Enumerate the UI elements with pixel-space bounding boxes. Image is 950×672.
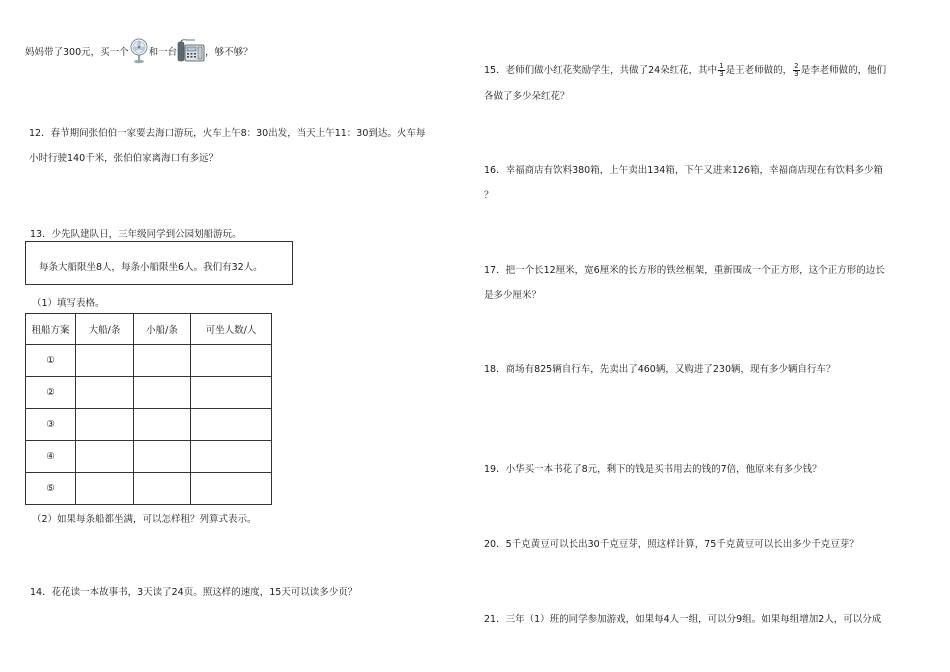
fraction-numerator: 1 (719, 62, 724, 70)
info-box-text: 每条大船限坐8人，每条小船限坐6人。我们有32人。 (39, 262, 263, 273)
question-21: 21．三年（1）班的同学参加游戏，如果每4人一组，可以分9组。如果每组增加2人，可以分成 (484, 614, 882, 625)
table-cell-empty[interactable] (76, 473, 134, 505)
table-row (26, 377, 272, 409)
fraction-denominator: 3 (794, 70, 799, 78)
table-header-cell: 租船方案 (26, 314, 76, 345)
row-label: ② (26, 377, 76, 409)
table-cell-empty[interactable] (134, 377, 191, 409)
table-cell-empty[interactable] (191, 377, 272, 409)
question-16-line2: ？ (484, 190, 494, 201)
row-label: ⑤ (26, 473, 76, 505)
fraction-two-thirds (793, 63, 799, 78)
question-14: 14．花花读一本故事书，3天读了24页。照这样的速度，15天可以读多少页？ (30, 587, 358, 598)
q15-text-c: 是李老师做的，他们 (800, 65, 887, 76)
question-17-line1: 17．把一个长12厘米，宽6厘米的长方形的铁丝框架，重新围成一个正方形，这个正方形的边长 (484, 265, 885, 276)
table-cell-empty[interactable] (191, 473, 272, 505)
table-cell-empty[interactable] (134, 409, 191, 441)
row-label: ① (26, 345, 76, 377)
boat-rental-table (25, 313, 272, 505)
question-19: 19．小华买一本书花了8元，剩下的钱是买书用去的钱的7倍，他原来有多少钱？ (484, 464, 822, 475)
table-cell-empty[interactable] (76, 377, 134, 409)
fraction-one-third (718, 63, 724, 78)
table-cell-empty[interactable] (134, 441, 191, 473)
question-13-title: 13．少先队建队日，三年级同学到公园划船游玩。 (30, 229, 242, 240)
q15-text-a: 15．老师们做小红花奖励学生，共做了24朵红花，其中 (484, 65, 718, 76)
row-label: ③ (26, 409, 76, 441)
table-cell-empty[interactable] (191, 409, 272, 441)
info-box (25, 241, 293, 285)
question-20: 20．5千克黄豆可以长出30千克豆芽，照这样计算，75千克黄豆可以长出多少千克豆芽？ (484, 539, 859, 550)
table-row (26, 345, 272, 377)
question-13-part1: （1）填写表格。 (32, 298, 105, 309)
fraction-numerator: 2 (794, 62, 799, 70)
fraction-denominator: 3 (719, 70, 724, 78)
table-cell-empty[interactable] (191, 345, 272, 377)
row-label: ④ (26, 441, 76, 473)
q11-text-3: ，够不够？ (205, 47, 253, 58)
electric-fan-icon (129, 38, 149, 67)
table-header-cell: 小船/条 (134, 314, 191, 345)
table-row (26, 473, 272, 505)
question-15-line1 (484, 62, 886, 78)
table-cell-empty[interactable] (191, 441, 272, 473)
q11-text-2: 和一台 (148, 47, 178, 58)
question-13-part2: （2）如果每条船都坐满，可以怎样租？列算式表示。 (32, 514, 257, 525)
question-18: 18．商场有825辆自行车，先卖出了460辆，又购进了230辆，现有多少辆自行车？ (484, 364, 836, 375)
table-row (26, 441, 272, 473)
table-row (26, 409, 272, 441)
question-16-line1: 16．幸福商店有饮料380箱，上午卖出134箱，下午又进来126箱，幸福商店现在有饮料多少箱 (484, 165, 883, 176)
telephone-icon (177, 39, 205, 66)
question-15-line2: 各做了多少朵红花？ (484, 91, 570, 102)
question-11 (25, 38, 253, 67)
table-cell-empty[interactable] (76, 345, 134, 377)
table-header-cell: 可坐人数/人 (191, 314, 272, 345)
table-cell-empty[interactable] (76, 441, 134, 473)
table-header-row (26, 314, 272, 345)
question-12-line1: 12．春节期间张伯伯一家要去海口游玩，火车上午8：30出发，当天上午11：30到达。火车每 (29, 128, 426, 139)
table-header-cell: 大船/条 (76, 314, 134, 345)
question-17-line2: 是多少厘米？ (484, 290, 542, 301)
table-cell-empty[interactable] (134, 345, 191, 377)
q15-text-b: 是王老师做的， (725, 65, 793, 76)
question-12-line2: 小时行驶140千米，张伯伯家离海口有多远？ (29, 153, 219, 164)
table-cell-empty[interactable] (76, 409, 134, 441)
table-cell-empty[interactable] (134, 473, 191, 505)
q11-text-1: 妈妈带了300元，买一个 (25, 47, 129, 58)
